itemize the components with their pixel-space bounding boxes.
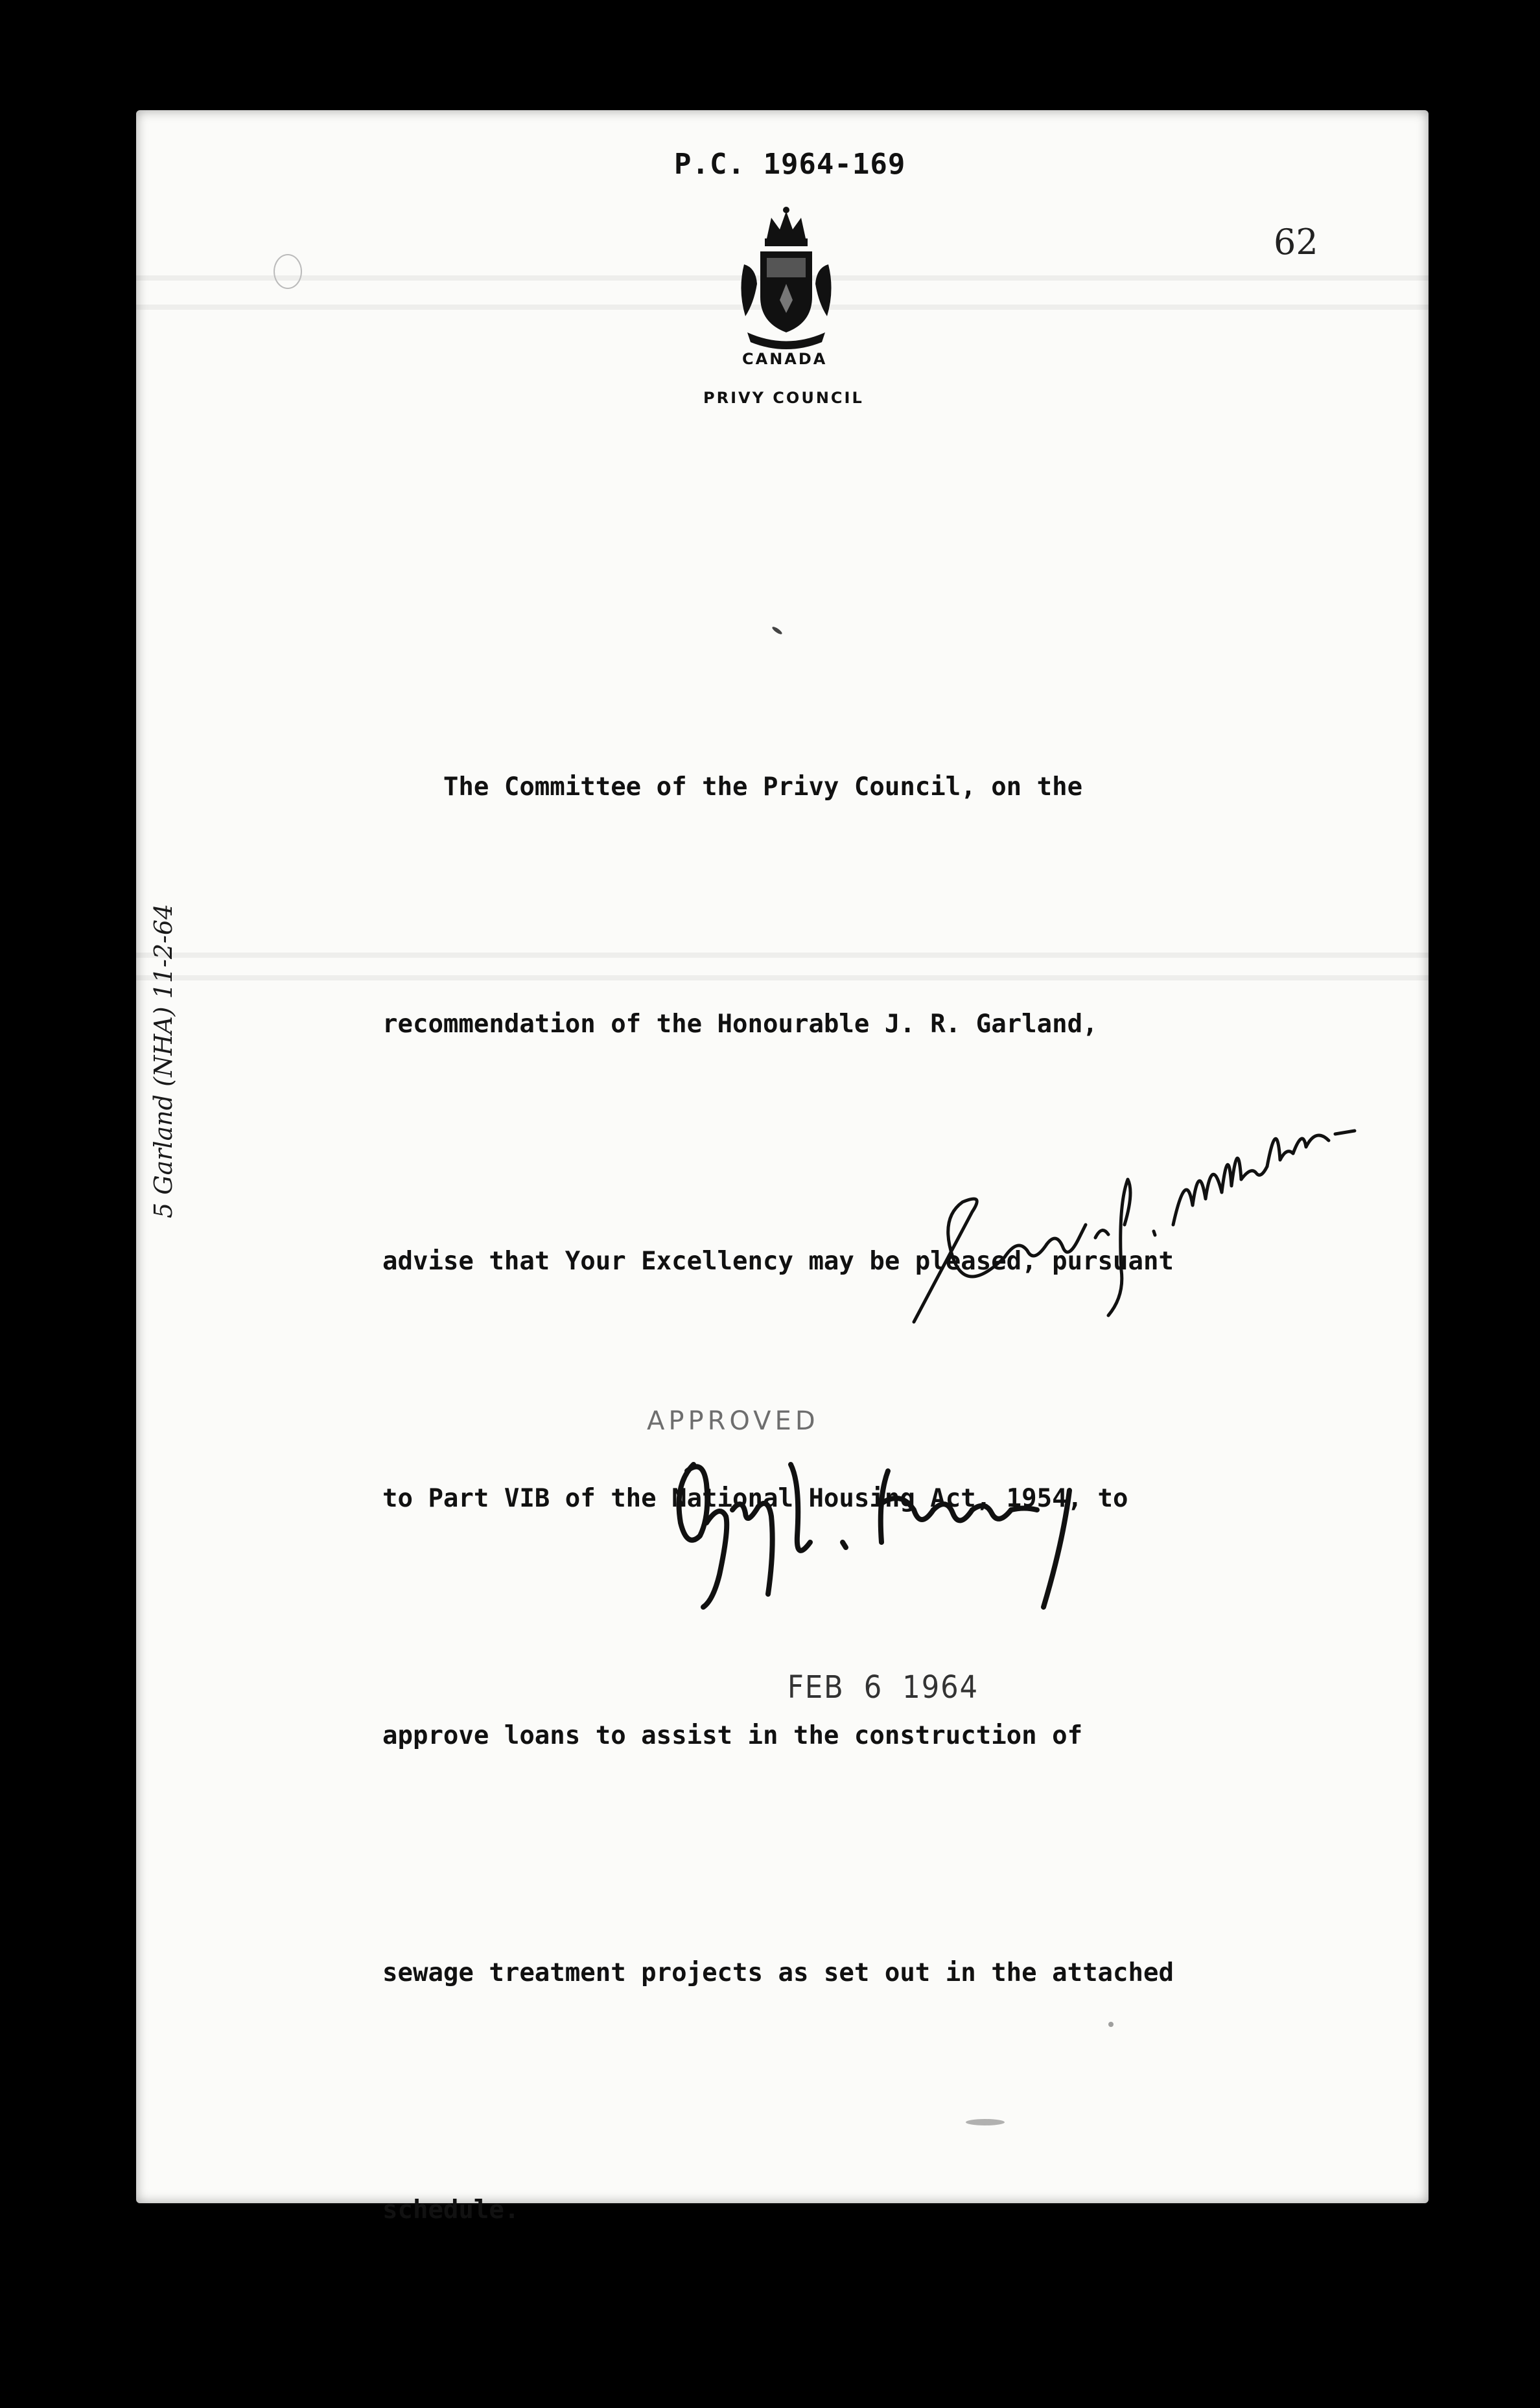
body-line: approve loans to assist in the construction of xyxy=(382,1721,1083,1750)
scan-speck xyxy=(1108,2022,1114,2027)
body-line: advise that Your Excellency may be pleased, pursuant xyxy=(382,1247,1174,1276)
body-line: recommendation of the Honourable J. R. Garland, xyxy=(382,1010,1098,1039)
body-line: schedule. xyxy=(382,2195,520,2225)
clerk-signature xyxy=(901,1063,1368,1335)
date-stamp xyxy=(788,1669,998,1706)
page-number: 62 xyxy=(1274,222,1318,262)
body-line: The Committee of the Privy Council, on the xyxy=(382,772,1083,802)
date-month: FEB xyxy=(788,1669,845,1706)
margin-annotation: 5 Garland (NHA) 11-2-64 xyxy=(149,903,178,1218)
header-office: PRIVY COUNCIL xyxy=(703,389,864,407)
date-year: 1964 xyxy=(902,1669,979,1706)
document-page xyxy=(136,110,1429,2225)
order-number: P.C. 1964-169 xyxy=(674,148,906,181)
punch-hole-icon xyxy=(274,254,302,289)
header-country: CANADA xyxy=(742,350,828,368)
body-line: to Part VIB of the National Housing Act, 1954, to xyxy=(382,1484,1128,1513)
scan-speck xyxy=(966,2119,1005,2125)
body-line: sewage treatment projects as set out in the attached xyxy=(382,1958,1174,1987)
approved-stamp: APPROVED xyxy=(647,1406,819,1436)
governor-general-signature xyxy=(648,1445,1219,1614)
coat-of-arms-icon xyxy=(731,206,841,350)
date-day: 6 xyxy=(863,1669,883,1706)
